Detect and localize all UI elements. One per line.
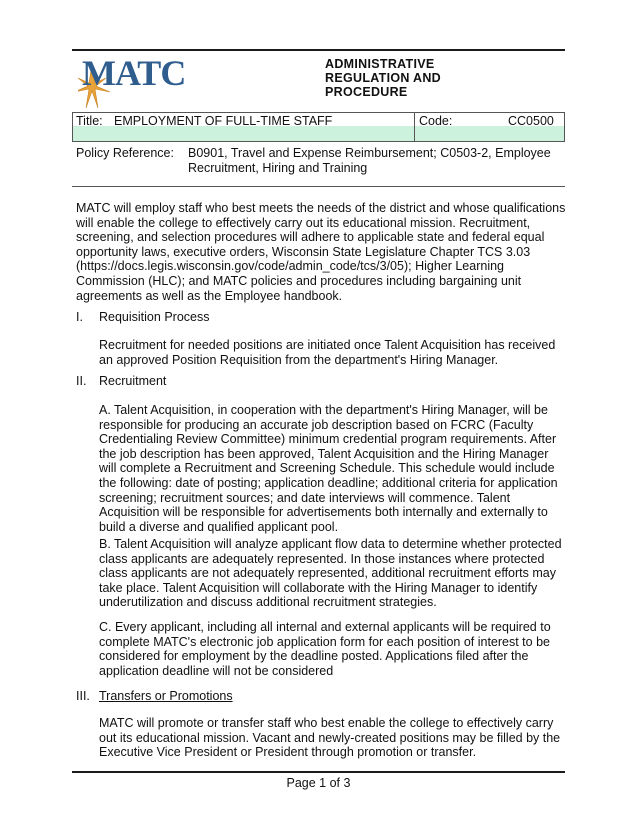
section-2-paragraph-c: C. Every applicant, including all internal and external applicants will be required to complete MATC's electronic job application form for each position of interest to be considered for employment by the deadline posted. Applications filed after the application deadline will not be considered [99,620,551,678]
header-top-rule [72,49,565,51]
doc-type-line-1: ADMINISTRATIVE [325,57,435,71]
logo-text: MATC [82,53,186,93]
code-value: CC0500 [508,114,554,126]
logo-wordmark [82,52,185,94]
section-2-title: Recruitment [99,374,167,388]
section-3-paragraph: MATC will promote or transfer staff who best enable the college to effectively carry out its educational mission. Vacant and newly-created positions may be filled by the Executive Vice President or President through promotion or transfer. [99,716,561,760]
section-2-paragraph-a: A. Talent Acquisition, in cooperation with the department's Hiring Manager, will be responsible for producing an accurate job description based on FCRC (Faculty Credentialing Review Committee) minimum credential program requirements. After the job description has been approved, Talent Acquisition and the Hiring Manager will complete a Recruitment and Screening Schedule. This schedule would include the following: date of posting; application deadline; additional criteria for application screening; recruitment sources; and date interviews will commence. Talent Acquisition will be responsible for advertisements both internally and externally to build a diverse and qualified applicant pool. [99,403,558,534]
title-row-highlight [73,126,564,141]
header-bottom-rule [72,186,565,187]
section-1-title: Requisition Process [99,310,210,324]
title-row-bottom-border [72,141,565,142]
policy-reference-value: B0901, Travel and Expense Reimbursement; C0503-2, Employee Recruitment, Hiring and Training [188,146,551,175]
section-2-paragraph-b: B. Talent Acquisition will analyze applicant flow data to determine whether protected class applicants are adequately represented. In those instances where protected class applicants are not adequately represented, additional recruitment efforts may take place. Talent Acquisition will collaborate with the Hiring Manager to identify underutilization and discuss additional recruitment strategies. [99,537,562,610]
title-value: EMPLOYMENT OF FULL-TIME STAFF [114,114,333,126]
section-3-number: III. [76,689,90,703]
document-type-heading [325,57,525,99]
page-number: Page 1 of 3 [286,776,351,790]
table-left-border [72,113,73,141]
footer-rule [72,771,565,773]
title-label: Title: [76,114,103,126]
section-1-number: I. [76,310,83,324]
title-row [72,113,565,126]
section-2-number: II. [76,374,87,388]
section-3-title: Transfers or Promotions [99,689,233,703]
matc-logo [78,52,188,112]
code-label: Code: [419,114,453,126]
doc-type-line-3: PROCEDURE [325,85,408,99]
doc-type-line-2: REGULATION AND [325,71,441,85]
section-1-paragraph: Recruitment for needed positions are initiated once Talent Acquisition has received an approved Position Requisition from the department's Hiring Manager. [99,338,556,367]
policy-reference-label: Policy Reference: [76,146,174,160]
intro-paragraph: MATC will employ staff who best meets the needs of the district and whose qualifications will enable the college to effectively carry out its educational mission. Recruitment, screening, and selection procedures will adhere to applicable state and federal equal opportunity laws, executive orders, Wisconsin State Legislature Chapter TCS 3.03 (https://docs.legis.wisconsin.gov/code/admin_code/tcs/3/05); Higher Learning Commission (HLC); and MATC policies and procedures including bargaining unit agreements as well as the Employee handbook. [76,201,566,303]
table-right-border [564,113,565,141]
table-divider [414,113,415,141]
